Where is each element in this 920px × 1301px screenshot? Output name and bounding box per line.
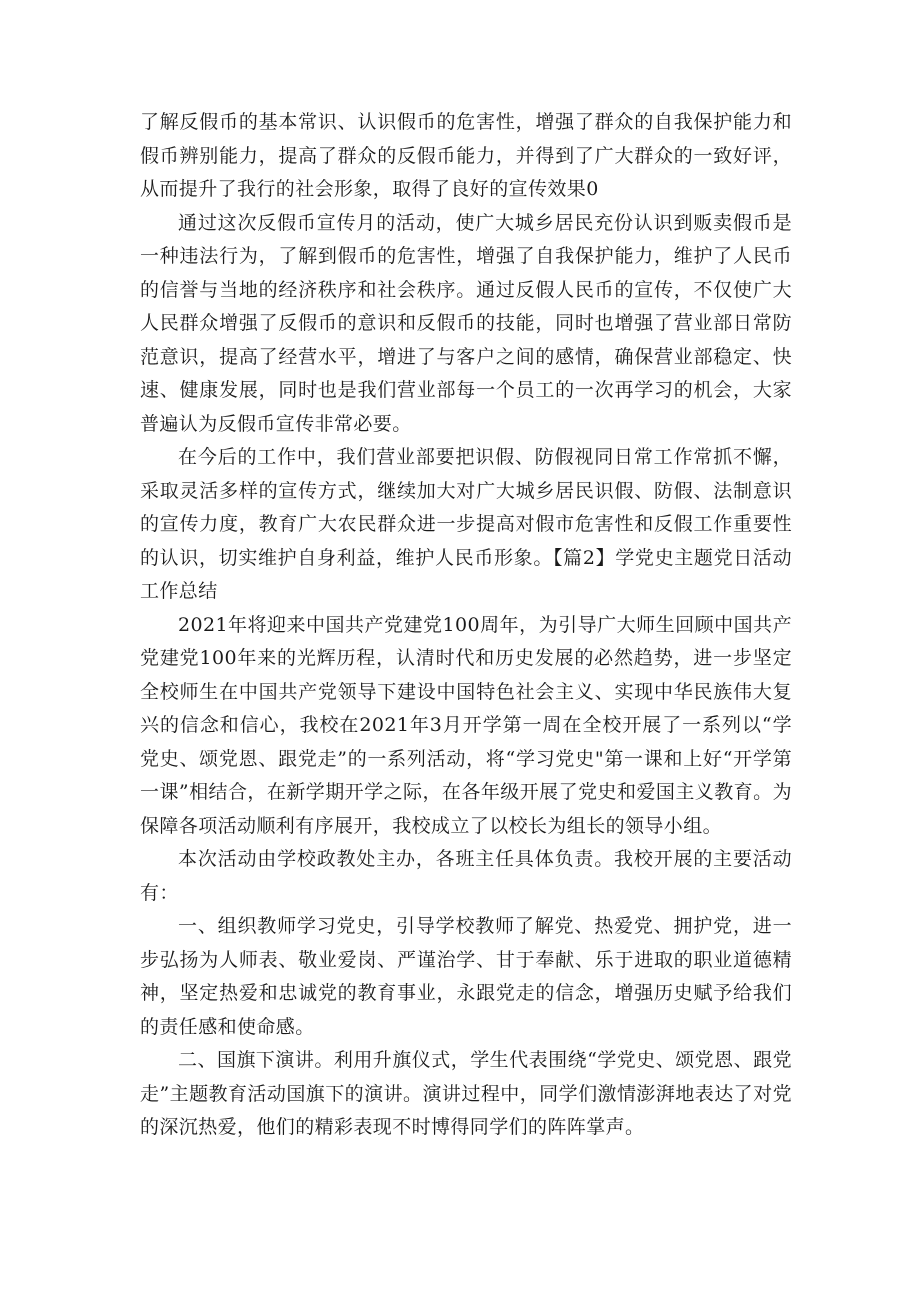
paragraph-activity-one: 一、组织教师学习党史，引导学校教师了解党、热爱党、拥护党，进一步弘扬为人师表、敬业爱岗、严谨治学、甘于奉献、乐于进取的职业道德精神，坚定热爱和忠诚党的教育事业，永跟党走的信念，增强历史赋予给我们的责任感和使命感。 (140, 915, 792, 1038)
paragraph-party-history-intro: 2021年将迎来中国共产党建党100周年，为引导广大师生回顾中国共产党建党100年来的光辉历程，认清时代和历史发展的必然趋势，进一步坚定全校师生在中国共产党领导下建设中国特色社会主义、实现中华民族伟大复兴的信念和信心，我校在2021年3月开学第一周在全校开展了一系列以“学党史、颂党恩、跟党走”的一系列活动，将“学习党史"第一课和上好“开学第一课”相结合，在新学期开学之际，在各年级开展了党史和爱国主义教育。为保障各项活动顺利有序展开，我校成立了以校长为组长的领导小组。 (140, 613, 792, 837)
paragraph-activity-organizer: 本次活动由学校政教处主办，各班主任具体负责。我校开展的主要活动有： (140, 848, 792, 904)
paragraph-future-work: 在今后的工作中，我们营业部要把识假、防假视同日常工作常抓不懈，采取灵活多样的宣传方式，继续加大对广大城乡居民识假、防假、法制意识的宣传力度，教育广大农民群众进一步提高对假市危害性和反假工作重要性的认识，切实维护自身利益，维护人民币形象。【篇2】学党史主题党日活动工作总结 (140, 446, 792, 602)
paragraph-campaign-result: 通过这次反假币宣传月的活动，使广大城乡居民充份认识到贩卖假币是一种违法行为，了解到假币的危害性，增强了自我保护能力，维护了人民币的信誉与当地的经济秩序和社会秩序。通过反假人民币的宣传，不仅使广大人民群众增强了反假币的意识和反假币的技能，同时也增强了营业部日常防范意识，提高了经营水平，增进了与客户之间的感情，确保营业部稳定、快速、健康发展，同时也是我们营业部每一个员工的一次再学习的机会，大家普遍认为反假币宣传非常必要。 (140, 211, 792, 435)
paragraph-continuation: 了解反假币的基本常识、认识假币的危害性，增强了群众的自我保护能力和假币辨别能力，提高了群众的反假币能力，并得到了广大群众的一致好评，从而提升了我行的社会形象，取得了良好的宣传效果0 (140, 111, 792, 200)
paragraph-activity-two: 二、国旗下演讲。利用升旗仪式，学生代表围绕“学党史、颂党恩、跟党走”主题教育活动国旗下的演讲。演讲过程中，同学们激情澎湃地表达了对党的深沉热爱，他们的精彩表现不时博得同学们的阵阵掌声。 (140, 1049, 792, 1138)
